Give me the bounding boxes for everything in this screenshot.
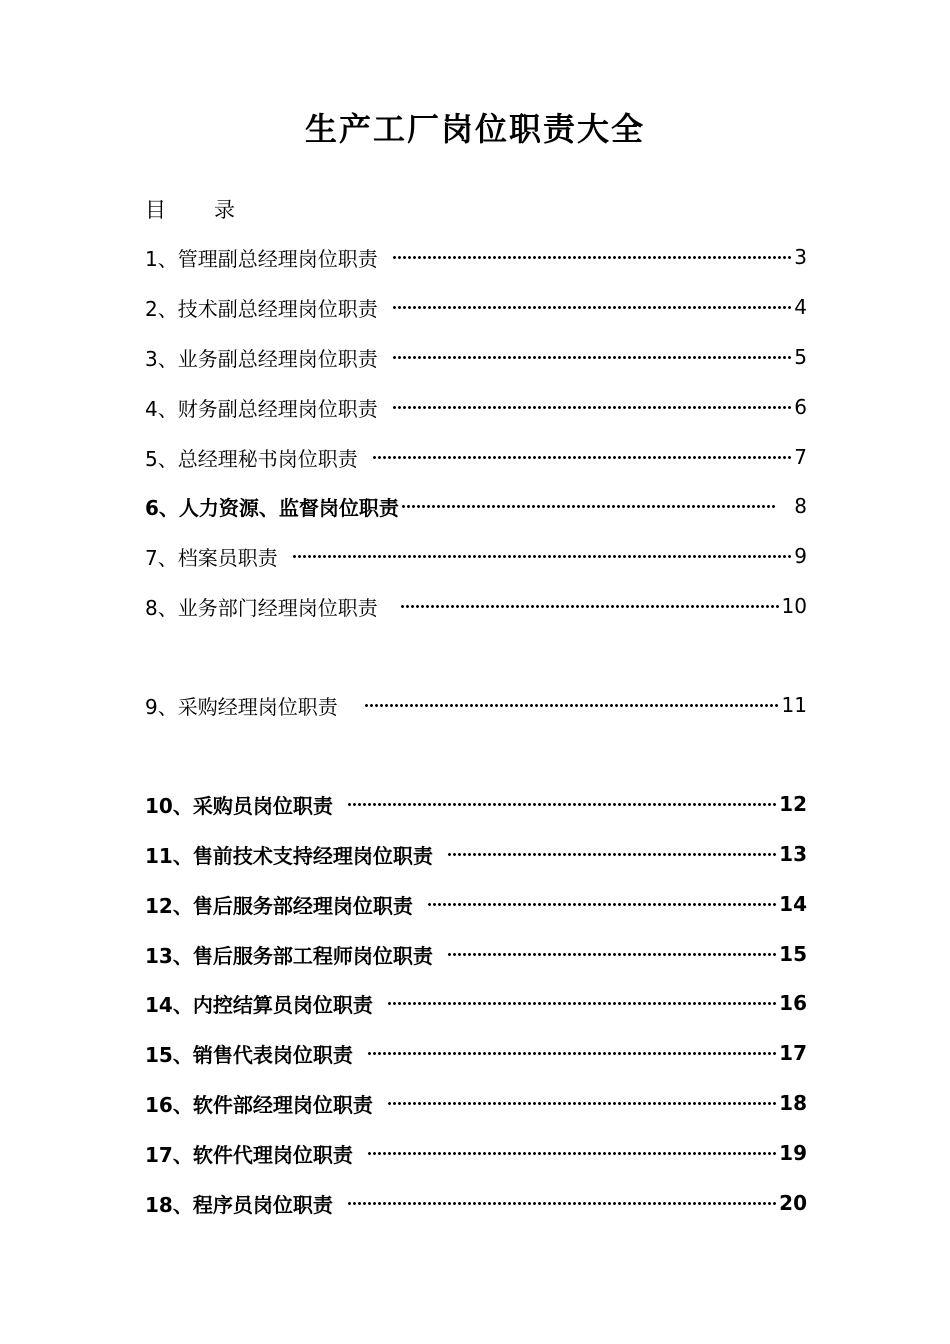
toc-leader-dots	[364, 691, 780, 719]
toc-entry-page: 7	[794, 445, 807, 469]
toc-entry-label: 12、售后服务部经理岗位职责	[145, 893, 413, 918]
toc-leader-dots	[447, 940, 777, 968]
toc-entry-label: 10、采购员岗位职责	[145, 793, 333, 818]
toc-entry[interactable]	[145, 989, 807, 1017]
toc-heading-right: 录	[214, 198, 235, 222]
toc-entry-label: 18、程序员岗位职责	[145, 1192, 333, 1217]
toc-entry-page: 8	[794, 494, 807, 518]
toc-entry-page: 18	[779, 1091, 807, 1115]
toc-entry-page: 20	[779, 1191, 807, 1215]
toc-entry[interactable]	[145, 840, 807, 868]
toc-leader-dots	[367, 1039, 777, 1067]
toc-leader-dots	[392, 243, 793, 271]
toc-leader-dots	[387, 989, 777, 1017]
toc-entry-label: 15、销售代表岗位职责	[145, 1042, 353, 1067]
toc-entry-page: 6	[794, 395, 807, 419]
toc-entry-page: 15	[779, 942, 807, 966]
toc-entry-page: 12	[779, 792, 807, 816]
toc-entry[interactable]	[145, 393, 807, 421]
toc-leader-dots	[392, 393, 793, 421]
toc-leader-dots	[347, 1189, 777, 1217]
toc-entry[interactable]	[145, 790, 807, 818]
toc-entry[interactable]	[145, 1189, 807, 1217]
toc-entry[interactable]	[145, 940, 807, 968]
toc-entry[interactable]	[145, 1039, 807, 1067]
toc-entry[interactable]	[145, 592, 807, 620]
toc-entry-label: 11、售前技术支持经理岗位职责	[145, 843, 433, 868]
toc-entry-page: 11	[781, 693, 807, 717]
toc-entry-label: 14、内控结算员岗位职责	[145, 992, 373, 1017]
toc-entry-label: 9、采购经理岗位职责	[145, 694, 338, 719]
toc-leader-dots	[401, 492, 776, 520]
toc-entry[interactable]	[145, 1089, 807, 1117]
toc-entry-page: 3	[794, 245, 807, 269]
toc-entry-label: 7、档案员职责	[145, 545, 278, 570]
toc-entry-label: 17、软件代理岗位职责	[145, 1142, 353, 1167]
toc-entry-page: 10	[781, 594, 807, 618]
toc-leader-dots	[447, 840, 777, 868]
toc-entry[interactable]	[145, 243, 807, 271]
toc-entry-label: 4、财务副总经理岗位职责	[145, 396, 378, 421]
toc-leader-dots	[292, 542, 793, 570]
toc-entry[interactable]	[145, 1139, 807, 1167]
toc-entry-page: 19	[779, 1141, 807, 1165]
toc-entry[interactable]	[145, 542, 807, 570]
toc-leader-dots	[367, 1139, 777, 1167]
toc-entry-label: 13、售后服务部工程师岗位职责	[145, 943, 433, 968]
toc-leader-dots	[347, 790, 777, 818]
toc-entry-page: 14	[779, 892, 807, 916]
toc-entry[interactable]	[145, 890, 807, 918]
toc-entry[interactable]	[145, 343, 807, 371]
toc-entry-label: 16、软件部经理岗位职责	[145, 1092, 373, 1117]
toc-entry-label: 8、业务部门经理岗位职责	[145, 595, 378, 620]
toc-entry[interactable]	[145, 691, 807, 719]
toc-entry[interactable]	[145, 492, 807, 520]
toc-leader-dots	[427, 890, 777, 918]
toc-entry-page: 4	[794, 295, 807, 319]
toc-entry-label: 2、技术副总经理岗位职责	[145, 296, 378, 321]
toc-leader-dots	[392, 343, 793, 371]
toc-entry-label: 1、管理副总经理岗位职责	[145, 246, 378, 271]
toc-leader-dots	[392, 293, 793, 321]
toc-entry[interactable]	[145, 293, 807, 321]
toc-entry-page: 9	[794, 544, 807, 568]
toc-entry-page: 13	[779, 842, 807, 866]
toc-entry[interactable]	[145, 443, 807, 471]
toc-entry-label: 6、人力资源、监督岗位职责	[145, 495, 399, 520]
toc-entry-label: 3、业务副总经理岗位职责	[145, 346, 378, 371]
toc-heading-left: 目	[145, 198, 166, 222]
toc-leader-dots	[387, 1089, 777, 1117]
toc-leader-dots	[372, 443, 793, 471]
toc-entry-page: 17	[779, 1041, 807, 1065]
toc-entry-page: 16	[779, 991, 807, 1015]
toc-entry-page: 5	[794, 345, 807, 369]
toc-entry-label: 5、总经理秘书岗位职责	[145, 446, 358, 471]
toc-leader-dots	[400, 592, 780, 620]
document-title: 生产工厂岗位职责大全	[304, 110, 645, 148]
